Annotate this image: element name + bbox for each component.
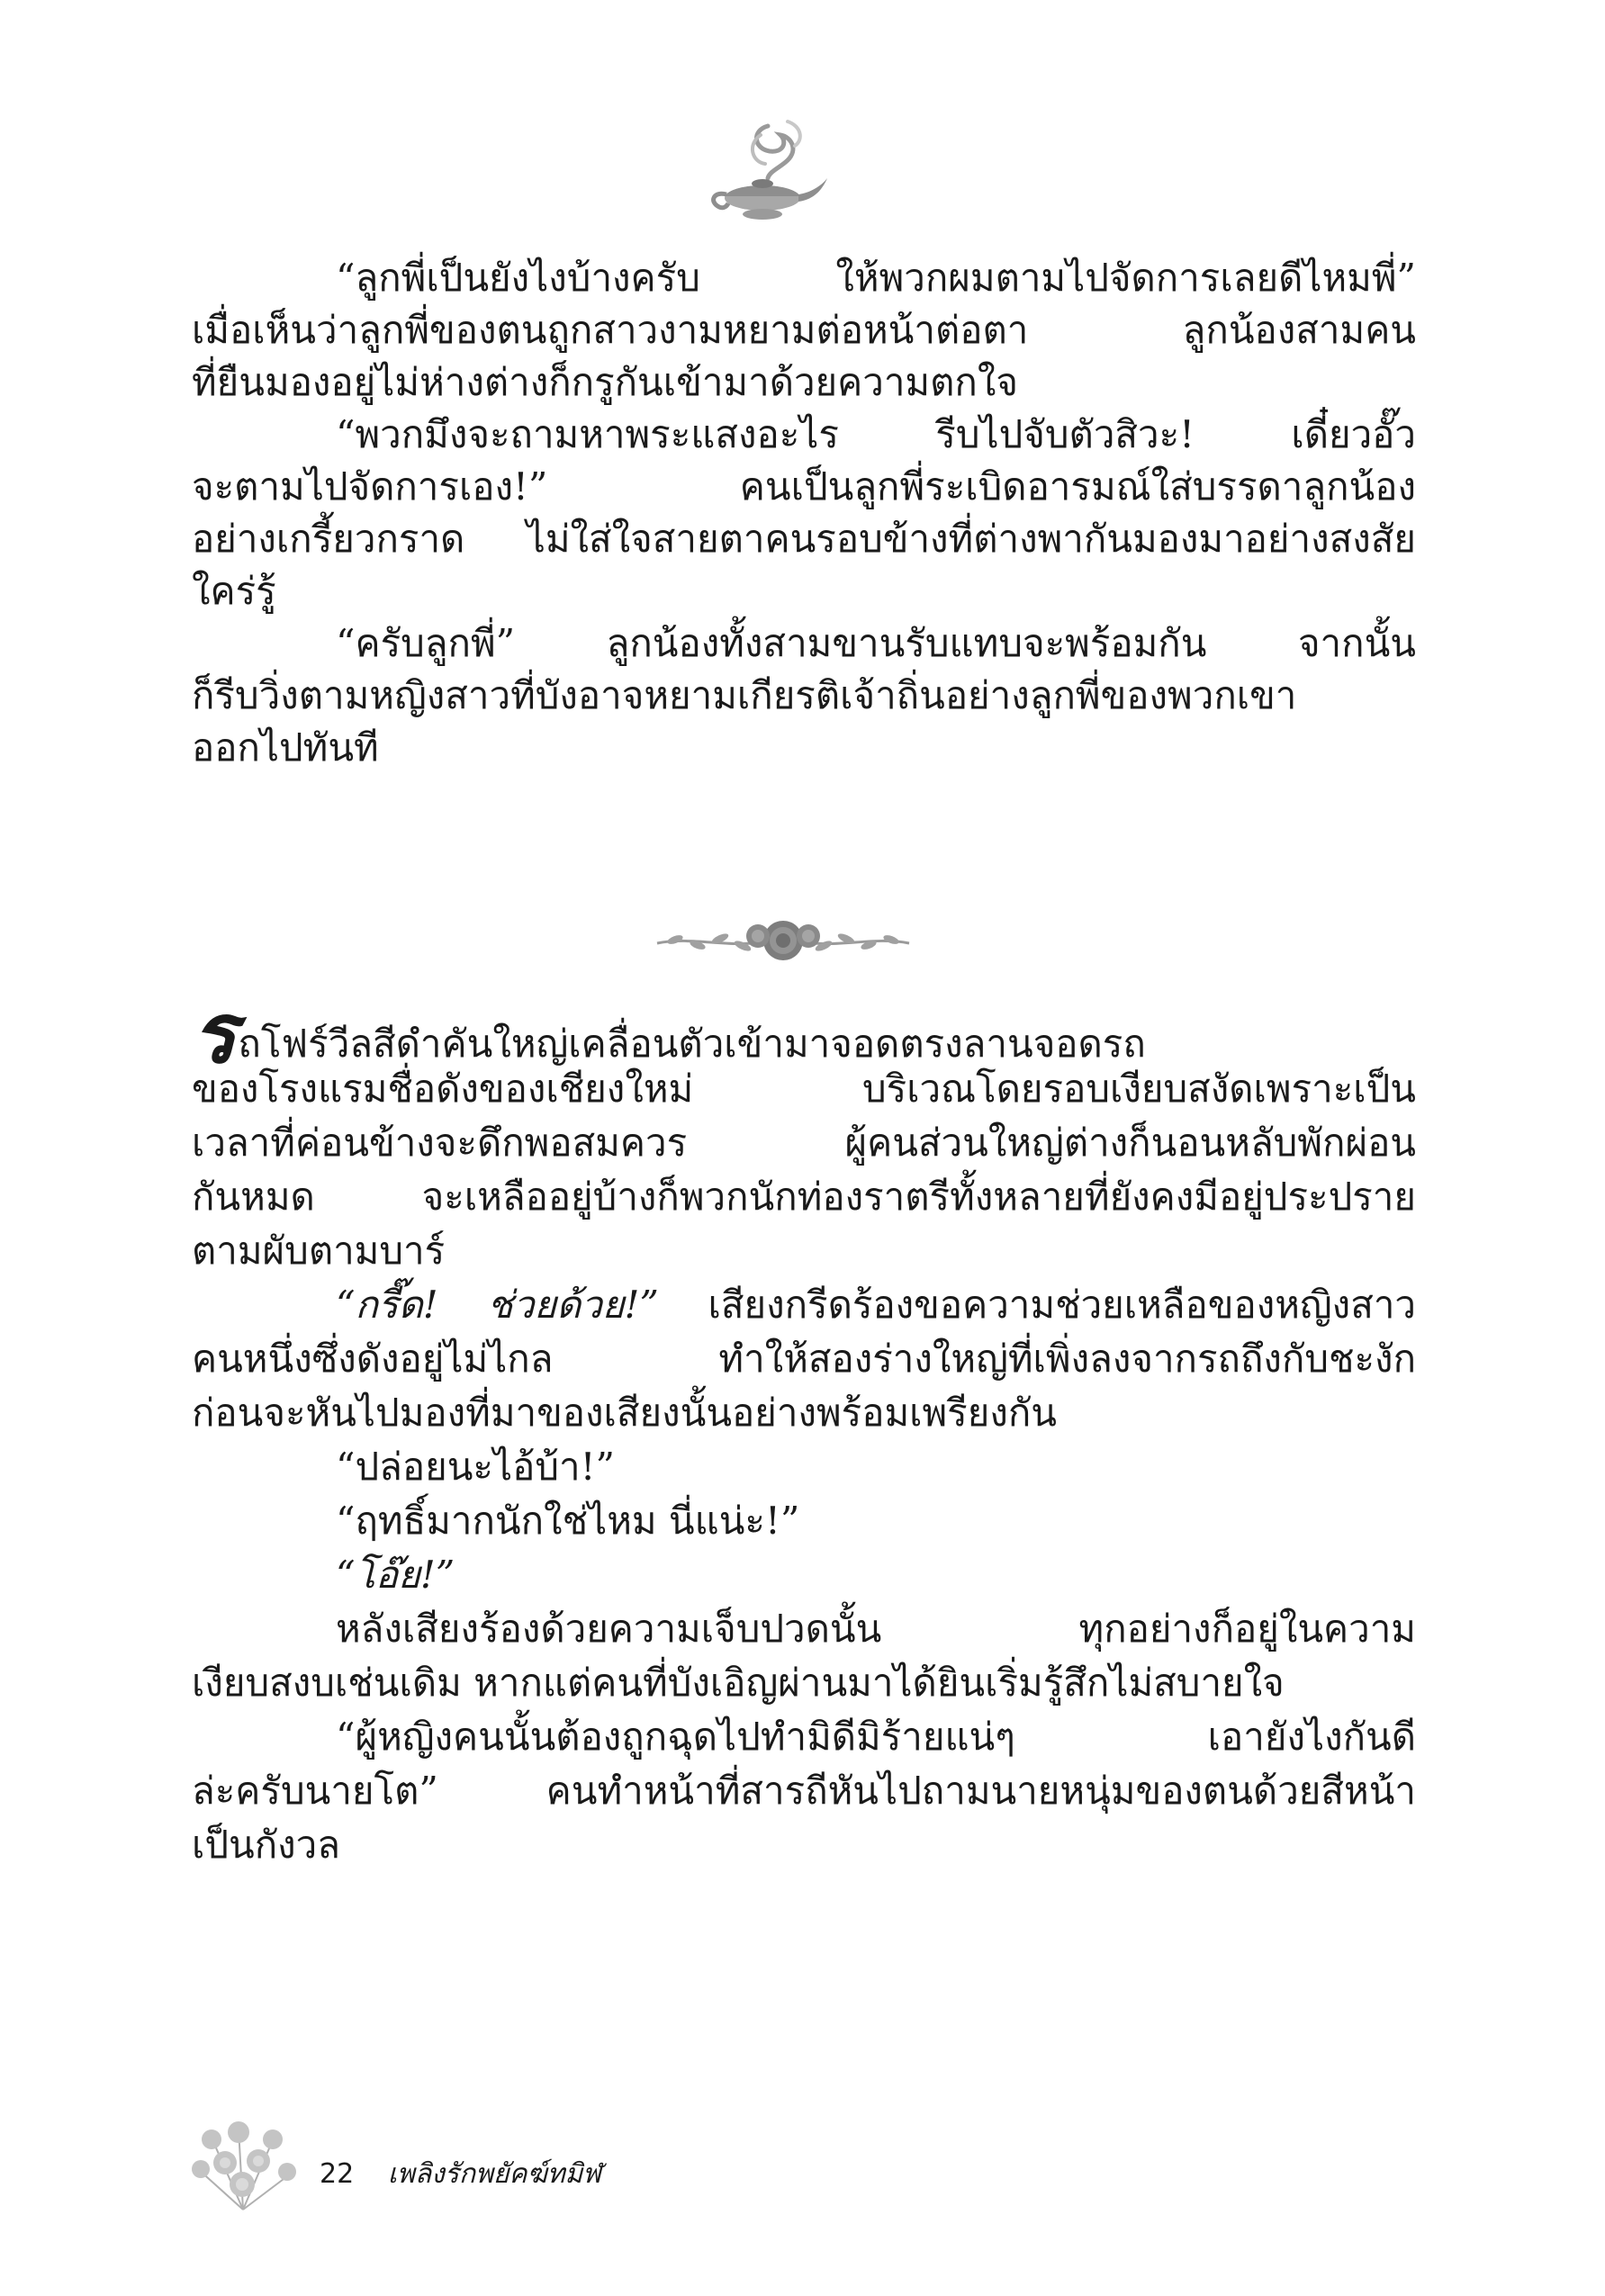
genie-lamp-icon <box>698 108 833 234</box>
page-number: 22 <box>320 2158 355 2190</box>
text-line: ที่ยืนมองอยู่ไม่ห่างต่างก็กรูกันเข้ามาด้วยความตกใจ <box>192 360 1018 404</box>
book-title: เพลิงรักพยัคฆ์ทมิฬ <box>387 2158 601 2190</box>
text-line: เป็นกังวล <box>192 1823 340 1867</box>
text-line: อย่างเกรี้ยวกราด ไม่ใส่ใจสายตาคนรอบข้างที่ต่างพากันมองมาอย่างสงสัย <box>192 517 1416 561</box>
text-line: คนหนึ่งซึ่งดังอยู่ไม่ไกล ทำให้สองร่างใหญ่ที่เพิ่งลงจากรถถึงกับชะงัก <box>192 1337 1416 1381</box>
text-line: ล่ะครับนายโต” คนทำหน้าที่สารถีหันไปถามนายหนุ่มของตนด้วยสีหน้า <box>192 1769 1416 1813</box>
text-line: “ฤทธิ์มากนักใช่ไหม นี่แน่ะ!” <box>336 1499 800 1543</box>
text-line: ก็รีบวิ่งตามหญิงสาวที่บังอาจหยามเกียรติเจ้าถิ่นอย่างลูกพี่ของพวกเขา <box>192 673 1297 717</box>
text-line: ใคร่รู้ <box>192 569 276 613</box>
text-line: หลังเสียงร้องด้วยความเจ็บปวดนั้น ทุกอย่างก็อยู่ในความ <box>336 1607 1416 1651</box>
text-line: เงียบสงบเช่นเดิม หากแต่คนที่บังเอิญผ่านมาได้ยินเริ่มรู้สึกไม่สบายใจ <box>192 1661 1285 1705</box>
text-line: ตามผับตามบาร์ <box>192 1229 446 1273</box>
text-line: “ครับลูกพี่” ลูกน้องทั้งสามขานรับแทบจะพร้อมกัน จากนั้น <box>336 621 1416 665</box>
text-line <box>192 1278 1416 1332</box>
text-line: “ผู้หญิงคนนั้นต้องถูกฉุดไปทำมิดีมิร้ายแน่ๆ เอายังไงกันดี <box>336 1715 1416 1759</box>
text-line: “โอ๊ย!” <box>336 1553 455 1597</box>
text-line: ก่อนจะหันไปมองที่มาของเสียงนั้นอย่างพร้อมเพรียงกัน <box>192 1391 1057 1435</box>
text-line: ของโรงแรมชื่อดังของเชียงใหม่ บริเวณโดยรอบเงียบสงัดเพราะเป็น <box>192 1067 1416 1111</box>
text-line: “พวกมึงจะถามหาพระแสงอะไร รีบไปจับตัวสิวะ! เดี๋ยวอั๊ว <box>336 412 1416 456</box>
dropcap-paragraph-line <box>192 986 1416 1082</box>
text-block-bottom <box>192 986 1416 1872</box>
text-block-top <box>192 252 1416 774</box>
italic-dialogue: “กรี๊ด! ช่วยด้วย!” <box>336 1283 659 1327</box>
text-line: จะตามไปจัดการเอง!” คนเป็นลูกพี่ระเบิดอารมณ์ใส่บรรดาลูกน้อง <box>192 464 1416 509</box>
drop-cap-letter: ร <box>192 986 237 1082</box>
text-line: ออกไปทันที <box>192 725 379 770</box>
text-line: เมื่อเห็นว่าลูกพี่ของตนถูกสาวงามหยามต่อหน้าต่อตา ลูกน้องสามคน <box>192 308 1416 352</box>
dropcap-line-text: ถโฟร์วีลสีดำคันใหญ่เคลื่อนตัวเข้ามาจอดตรงลานจอดรถ <box>238 1022 1146 1066</box>
text-line: “ลูกพี่เป็นยังไงบ้างครับ ให้พวกผมตามไปจัดการเลยดีไหมพี่” <box>336 256 1416 300</box>
page-footer <box>320 2153 601 2195</box>
text-line: “ปล่อยนะไอ้บ้า!” <box>336 1445 615 1489</box>
text-line: กันหมด จะเหลืออยู่บ้างก็พวกนักท่องราตรีทั้งหลายที่ยังคงมีอยู่ประปราย <box>192 1175 1416 1219</box>
rose-vine-icon <box>648 909 918 972</box>
flower-bouquet-icon <box>185 2120 302 2219</box>
line-text: เสียงกรีดร้องขอความช่วยเหลือของหญิงสาว <box>658 1283 1416 1327</box>
text-line: เวลาที่ค่อนข้างจะดึกพอสมควร ผู้คนส่วนใหญ่ต่างก็นอนหลับพักผ่อน <box>192 1121 1416 1165</box>
